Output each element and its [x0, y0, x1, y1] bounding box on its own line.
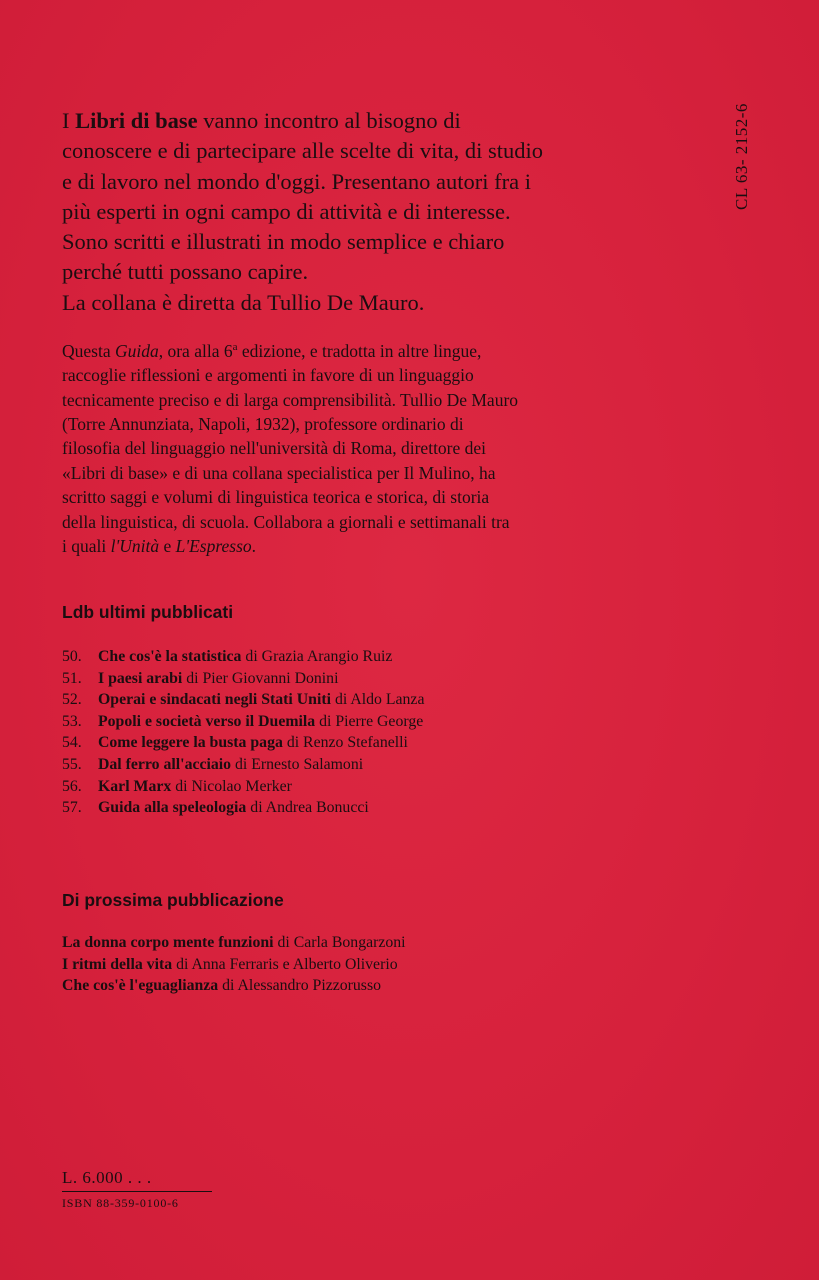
published-heading: Ldb ultimi pubblicati	[62, 602, 234, 622]
list-item: La donna corpo mente funzioni di Carla Bongarzoni	[62, 934, 406, 951]
published-list	[62, 646, 424, 819]
list-item: 56. Karl Marx di Nicolao Merker	[62, 777, 292, 795]
price-label: L. 6.000 . . .	[62, 1168, 152, 1187]
author-bio	[62, 335, 662, 558]
bio-line: raccoglie riflessioni e argomenti in favore di un linguaggio	[62, 365, 474, 386]
intro-line: perché tutti possano capire.	[62, 259, 309, 285]
list-item: I ritmi della vita di Anna Ferraris e Alberto Oliverio	[62, 955, 398, 973]
intro-line: Sono scritti e illustrati in modo semplice e chiaro	[62, 229, 505, 255]
intro-line: I Libri di base vanno incontro al bisogno di	[62, 108, 461, 133]
bio-line: tecnicamente preciso e di larga comprensibilità. Tullio De Mauro	[62, 389, 519, 410]
bio-line: (Torre Annunziata, Napoli, 1932), professore ordinario di	[62, 414, 464, 435]
intro-line: più esperti in ogni campo di attività e di interesse.	[62, 198, 511, 224]
bio-line: «Libri di base» e di una collana specialistica per Il Mulino, ha	[62, 462, 496, 483]
catalog-code: CL 63- 2152-6	[732, 103, 751, 210]
list-item: Che cos'è l'eguaglianza di Alessandro Pizzorusso	[62, 977, 381, 995]
list-item: 55. Dal ferro all'acciaio di Ernesto Salamoni	[62, 755, 364, 773]
intro-line: e di lavoro nel mondo d'oggi. Presentano autori fra i	[62, 168, 531, 194]
intro-line: conoscere e di partecipare alle scelte di vita, di studio	[62, 138, 544, 164]
price-block	[62, 1168, 212, 1211]
list-item: 53. Popoli e società verso il Duemila di Pierre George	[62, 712, 424, 730]
list-item: 51. I paesi arabi di Pier Giovanni Donini	[62, 669, 339, 687]
series-description	[62, 106, 702, 318]
price-divider	[62, 1191, 212, 1192]
bio-line: della linguistica, di scuola. Collabora a giornali e settimanali tra	[62, 511, 510, 532]
upcoming-heading: Di prossima pubblicazione	[62, 890, 284, 910]
list-item: 54. Come leggere la busta paga di Renzo Stefanelli	[62, 734, 408, 752]
list-item: 57. Guida alla speleologia di Andrea Bonucci	[62, 799, 369, 817]
bio-line: filosofia del linguaggio nell'università di Roma, direttore dei	[62, 438, 487, 459]
isbn-label: ISBN 88-359-0100-6	[62, 1196, 179, 1210]
list-item: 52. Operai e sindacati negli Stati Uniti di Aldo Lanza	[62, 691, 425, 709]
list-item: 50. Che cos'è la statistica di Grazia Arangio Ruiz	[62, 648, 393, 665]
bio-line: i quali l'Unità e L'Espresso.	[62, 536, 257, 557]
series-name: Libri di base	[75, 108, 198, 133]
upcoming-list	[62, 932, 406, 997]
bio-line: Questa Guida, ora alla 6$^a$ edizione, e tradotta in altre lingue,	[62, 340, 482, 361]
bio-line: scritto saggi e volumi di linguistica teorica e storica, di storia	[62, 487, 490, 508]
intro-line: La collana è diretta da Tullio De Mauro.	[62, 289, 425, 315]
